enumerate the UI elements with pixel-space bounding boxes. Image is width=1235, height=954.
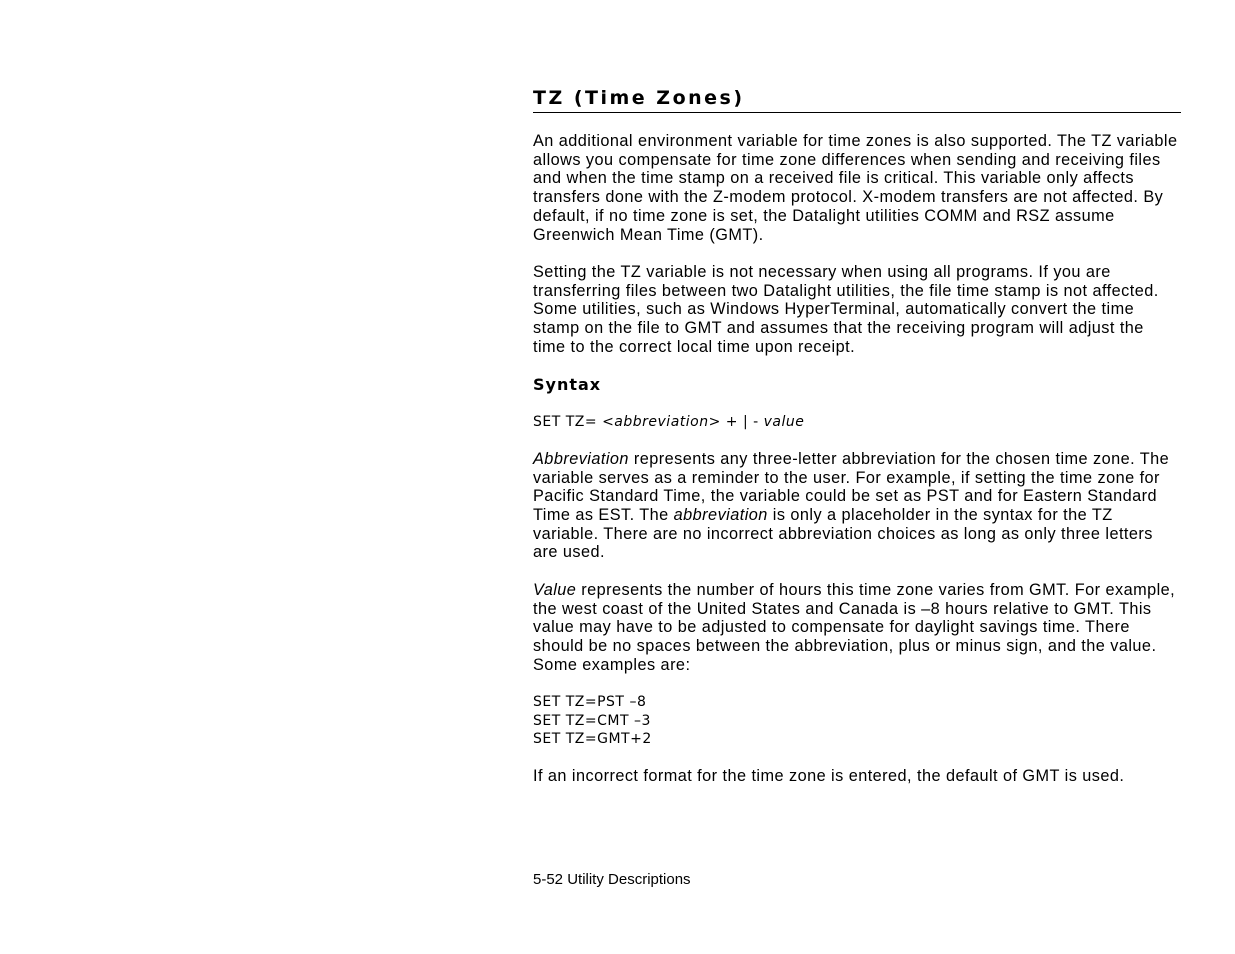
syntax-value: value (763, 414, 805, 431)
abbreviation-text-2: is only a placeholder in the syntax for the TZ variable. There are no incorrect abbreviation choices as long as only three letters are used. (533, 506, 1153, 562)
example-line: SET TZ=GMT+2 (533, 731, 652, 748)
syntax-line (533, 413, 1181, 432)
section-title: TZ (Time Zones) (533, 86, 1181, 113)
value-paragraph (533, 581, 1181, 675)
example-line: SET TZ=PST –8 (533, 694, 647, 711)
example-line: SET TZ=CMT –3 (533, 712, 651, 729)
abbreviation-term: Abbreviation (533, 449, 629, 468)
usage-paragraph: Setting the TZ variable is not necessary when using all programs. If you are transferring files between two Datalight utilities, the file time stamp is not affected. Some utilities, such as Windows HyperTerminal, automatically convert the time stamp on the file to GMT and assumes that the receiving program will adjust the time to the correct local time upon receipt. (533, 262, 1159, 356)
syntax-operator: + | - (720, 414, 764, 431)
syntax-prefix: SET TZ= (533, 414, 603, 431)
value-term: Value (533, 580, 577, 599)
value-text: represents the number of hours this time zone varies from GMT. For example, the west coast of the United States and Canada is –8 hours relative to GMT. This value may have to be adjusted to compensate for daylight savings time. There should be no spaces between the abbreviation, plus or minus sign, and the value. Some examples are: (533, 580, 1176, 674)
default-paragraph: If an incorrect format for the time zone is entered, the default of GMT is used. (533, 767, 1125, 786)
syntax-heading: Syntax (533, 375, 602, 395)
abbreviation-paragraph (533, 450, 1181, 562)
syntax-abbreviation: <abbreviation> (602, 414, 721, 431)
abbreviation-emphasis: abbreviation (673, 506, 768, 525)
page-footer: 5-52 Utility Descriptions (533, 871, 691, 888)
examples-block (533, 693, 1181, 749)
intro-paragraph: An additional environment variable for time zones is also supported. The TZ variable allows you compensate for time zone differences when sending and receiving files and when the time stamp on a received file is critical. This variable only affects transfers done with the Z-modem protocol. X-modem transfers are not affected. By default, if no time zone is set, the Datalight utilities COMM and RSZ assume Greenwich Mean Time (GMT). (533, 132, 1178, 244)
page-content (533, 86, 1181, 786)
abbreviation-text-1: represents any three-letter abbreviation for the chosen time zone. The variable serves as a reminder to the user. For example, if setting the time zone for Pacific Standard Time, the variable could be set as PST and for Eastern Standard Time as EST. The (533, 449, 1170, 525)
